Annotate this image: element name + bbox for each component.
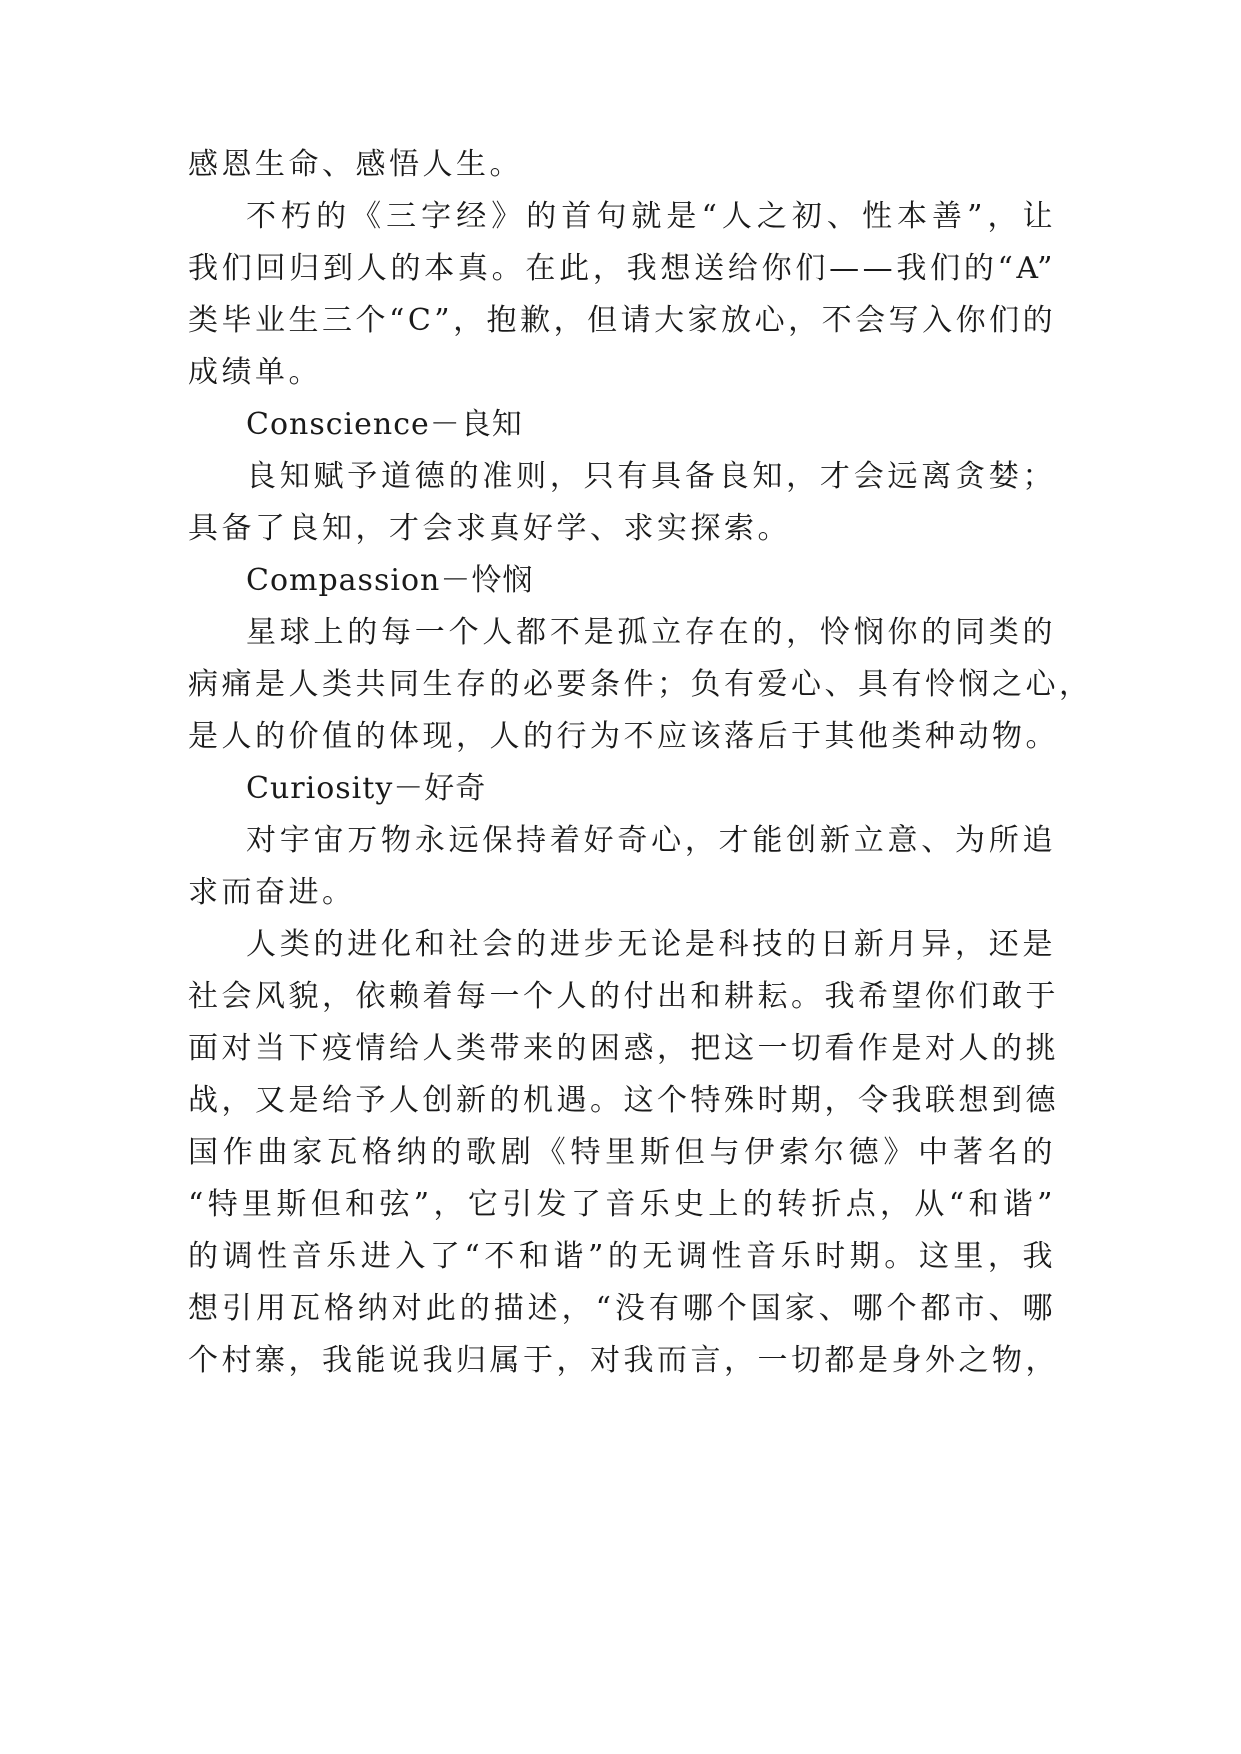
text-line: 良知赋予道德的准则，只有具备良知，才会远离贪婪； [246, 459, 1056, 494]
text-line: 的调性音乐进入了“不和谐”的无调性音乐时期。这里，我 [188, 1239, 1056, 1274]
text-line: 人类的进化和社会的进步无论是科技的日新月异，还是 [246, 927, 1056, 962]
text-line: 战，又是给予人创新的机遇。这个特殊时期，令我联想到德 [188, 1083, 1059, 1118]
text-line: 求而奋进。 [188, 875, 356, 910]
text-line: 国作曲家瓦格纳的歌剧《特里斯但与伊索尔德》中著名的 [188, 1135, 1056, 1170]
section-heading-conscience: Conscience－良知 [246, 407, 523, 442]
text-line: 是人的价值的体现，人的行为不应该落后于其他类种动物。 [188, 719, 1059, 754]
text-line: 对宇宙万物永远保持着好奇心，才能创新立意、为所追 [246, 823, 1056, 858]
text-line: 个村寨，我能说我归属于，对我而言，一切都是身外之物， [188, 1343, 1059, 1378]
text-line: 具备了良知，才会求真好学、求实探索。 [188, 511, 791, 546]
text-line: 星球上的每一个人都不是孤立存在的，怜悯你的同类的 [246, 615, 1056, 650]
text-line: 成绩单。 [188, 355, 322, 390]
text-line: 不朽的《三字经》的首句就是“人之初、性本善”，让 [246, 199, 1056, 234]
text-line: 类毕业生三个“C”，抱歉，但请大家放心，不会写入你们的 [188, 303, 1057, 338]
text-line: 病痛是人类共同生存的必要条件；负有爱心、具有怜悯之心， [188, 667, 1093, 702]
text-line: 感恩生命、感悟人生。 [188, 147, 523, 182]
text-line: “特里斯但和弦”，它引发了音乐史上的转折点，从“和谐” [188, 1187, 1056, 1222]
section-heading-curiosity: Curiosity－好奇 [246, 771, 487, 806]
document-page [188, 0, 1093, 1754]
text-line: 我们回归到人的本真。在此，我想送给你们——我们的“A” [188, 251, 1056, 286]
section-heading-compassion: Compassion－怜悯 [246, 563, 534, 598]
text-line: 社会风貌，依赖着每一个人的付出和耕耘。我希望你们敢于 [188, 979, 1059, 1014]
text-line: 想引用瓦格纳对此的描述，“没有哪个国家、哪个都市、哪 [188, 1291, 1056, 1326]
text-line: 面对当下疫情给人类带来的困惑，把这一切看作是对人的挑 [188, 1031, 1059, 1066]
